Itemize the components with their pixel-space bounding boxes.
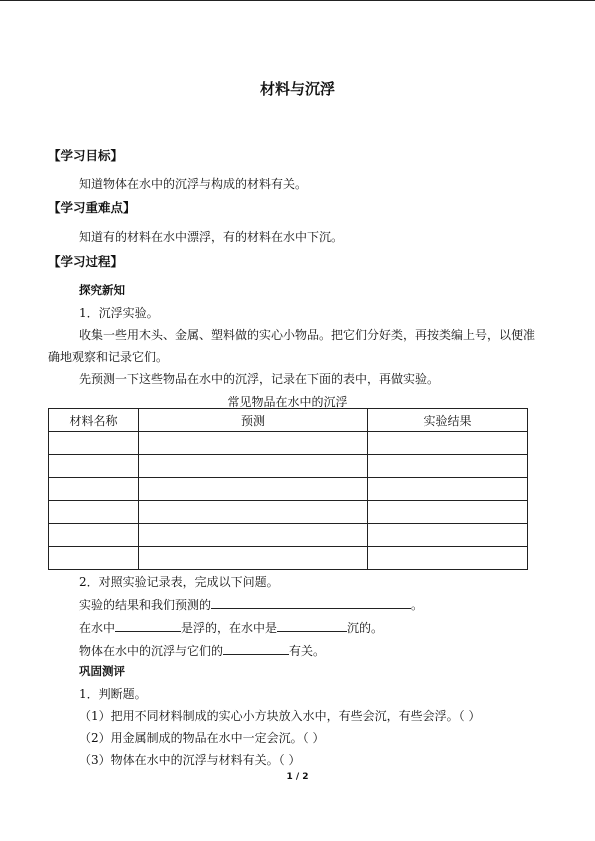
explore-para1-line1: 收集一些用木头、金属、塑料做的实心小物品。把它们分好类，再按类编上号，以便准 [79, 328, 536, 342]
answer-blank[interactable] [223, 642, 289, 655]
table-row [49, 524, 528, 547]
table-cell[interactable] [368, 432, 528, 455]
table-cell[interactable] [368, 547, 528, 570]
header-prediction: 预测 [139, 409, 368, 432]
table-cell[interactable] [49, 501, 139, 524]
table-cell[interactable] [49, 432, 139, 455]
answer-blank[interactable] [277, 619, 347, 632]
table-cell[interactable] [49, 547, 139, 570]
table-cell[interactable] [139, 455, 368, 478]
after-item2: 2．对照实验记录表，完成以下问题。 [79, 575, 279, 589]
header-material: 材料名称 [49, 409, 139, 432]
table-cell[interactable] [139, 478, 368, 501]
process-heading: 【学习过程】 [48, 254, 124, 269]
goal-text: 知道物体在水中的沉浮与构成的材料有关。 [79, 177, 308, 191]
key-text: 知道有的材料在水中漂浮，有的材料在水中下沉。 [79, 230, 344, 244]
table-cell[interactable] [139, 524, 368, 547]
table-cell[interactable] [368, 501, 528, 524]
table-row [49, 501, 528, 524]
table-row [49, 432, 528, 455]
explore-para2: 先预测一下这些物品在水中的沉浮，记录在下面的表中，再做实验。 [79, 372, 440, 386]
fill-line-3-text-a: 物体在水中的沉浮与它们的 [79, 644, 224, 658]
fill-line-2-text-a: 在水中 [79, 621, 116, 635]
explore-para1-line2: 确地观察和记录它们。 [48, 350, 169, 364]
judge-question-1: （1）把用不同材料制成的实心小方块放入水中，有些会沉，有些会浮。（ ） [79, 709, 481, 723]
judge-question-3: （3）物体在水中的沉浮与材料有关。（ ） [79, 753, 301, 767]
table-cell[interactable] [49, 478, 139, 501]
table-cell[interactable] [49, 524, 139, 547]
table-cell[interactable] [368, 455, 528, 478]
header-rule [0, 0, 595, 1]
table-cell[interactable] [368, 524, 528, 547]
explore-heading: 探究新知 [79, 283, 125, 297]
judge-question-2: （2）用金属制成的物品在水中一定会沉。（ ） [79, 731, 325, 745]
table-caption: 常见物品在水中的沉浮 [227, 395, 348, 409]
page-title: 材料与沉浮 [259, 80, 335, 98]
key-heading: 【学习重难点】 [48, 200, 136, 215]
fill-line-3 [79, 642, 325, 659]
fill-line-1-text-a: 实验的结果和我们预测的 [79, 598, 212, 612]
table-header-row [49, 409, 528, 432]
table-row [49, 547, 528, 570]
fill-line-2 [79, 619, 383, 636]
answer-blank[interactable] [211, 596, 411, 609]
table-row [49, 455, 528, 478]
fill-line-1-text-b: 。 [411, 598, 424, 612]
header-result: 实验结果 [368, 409, 528, 432]
fill-line-2-text-c: 沉的。 [347, 621, 384, 635]
table-cell[interactable] [139, 547, 368, 570]
review-item1: 1．判断题。 [79, 687, 147, 701]
fill-line-3-text-b: 有关。 [289, 644, 326, 658]
table-cell[interactable] [139, 432, 368, 455]
table-cell[interactable] [368, 478, 528, 501]
table-cell[interactable] [139, 501, 368, 524]
fill-line-1 [79, 596, 423, 613]
review-heading: 巩固测评 [79, 664, 125, 678]
answer-blank[interactable] [115, 619, 181, 632]
record-table [48, 408, 528, 570]
explore-item1: 1．沉浮实验。 [79, 306, 159, 320]
fill-line-2-text-b: 是浮的，在水中是 [181, 621, 278, 635]
table-row [49, 478, 528, 501]
table-cell[interactable] [49, 455, 139, 478]
page-number: 1 / 2 [286, 772, 309, 782]
goal-heading: 【学习目标】 [48, 148, 124, 163]
